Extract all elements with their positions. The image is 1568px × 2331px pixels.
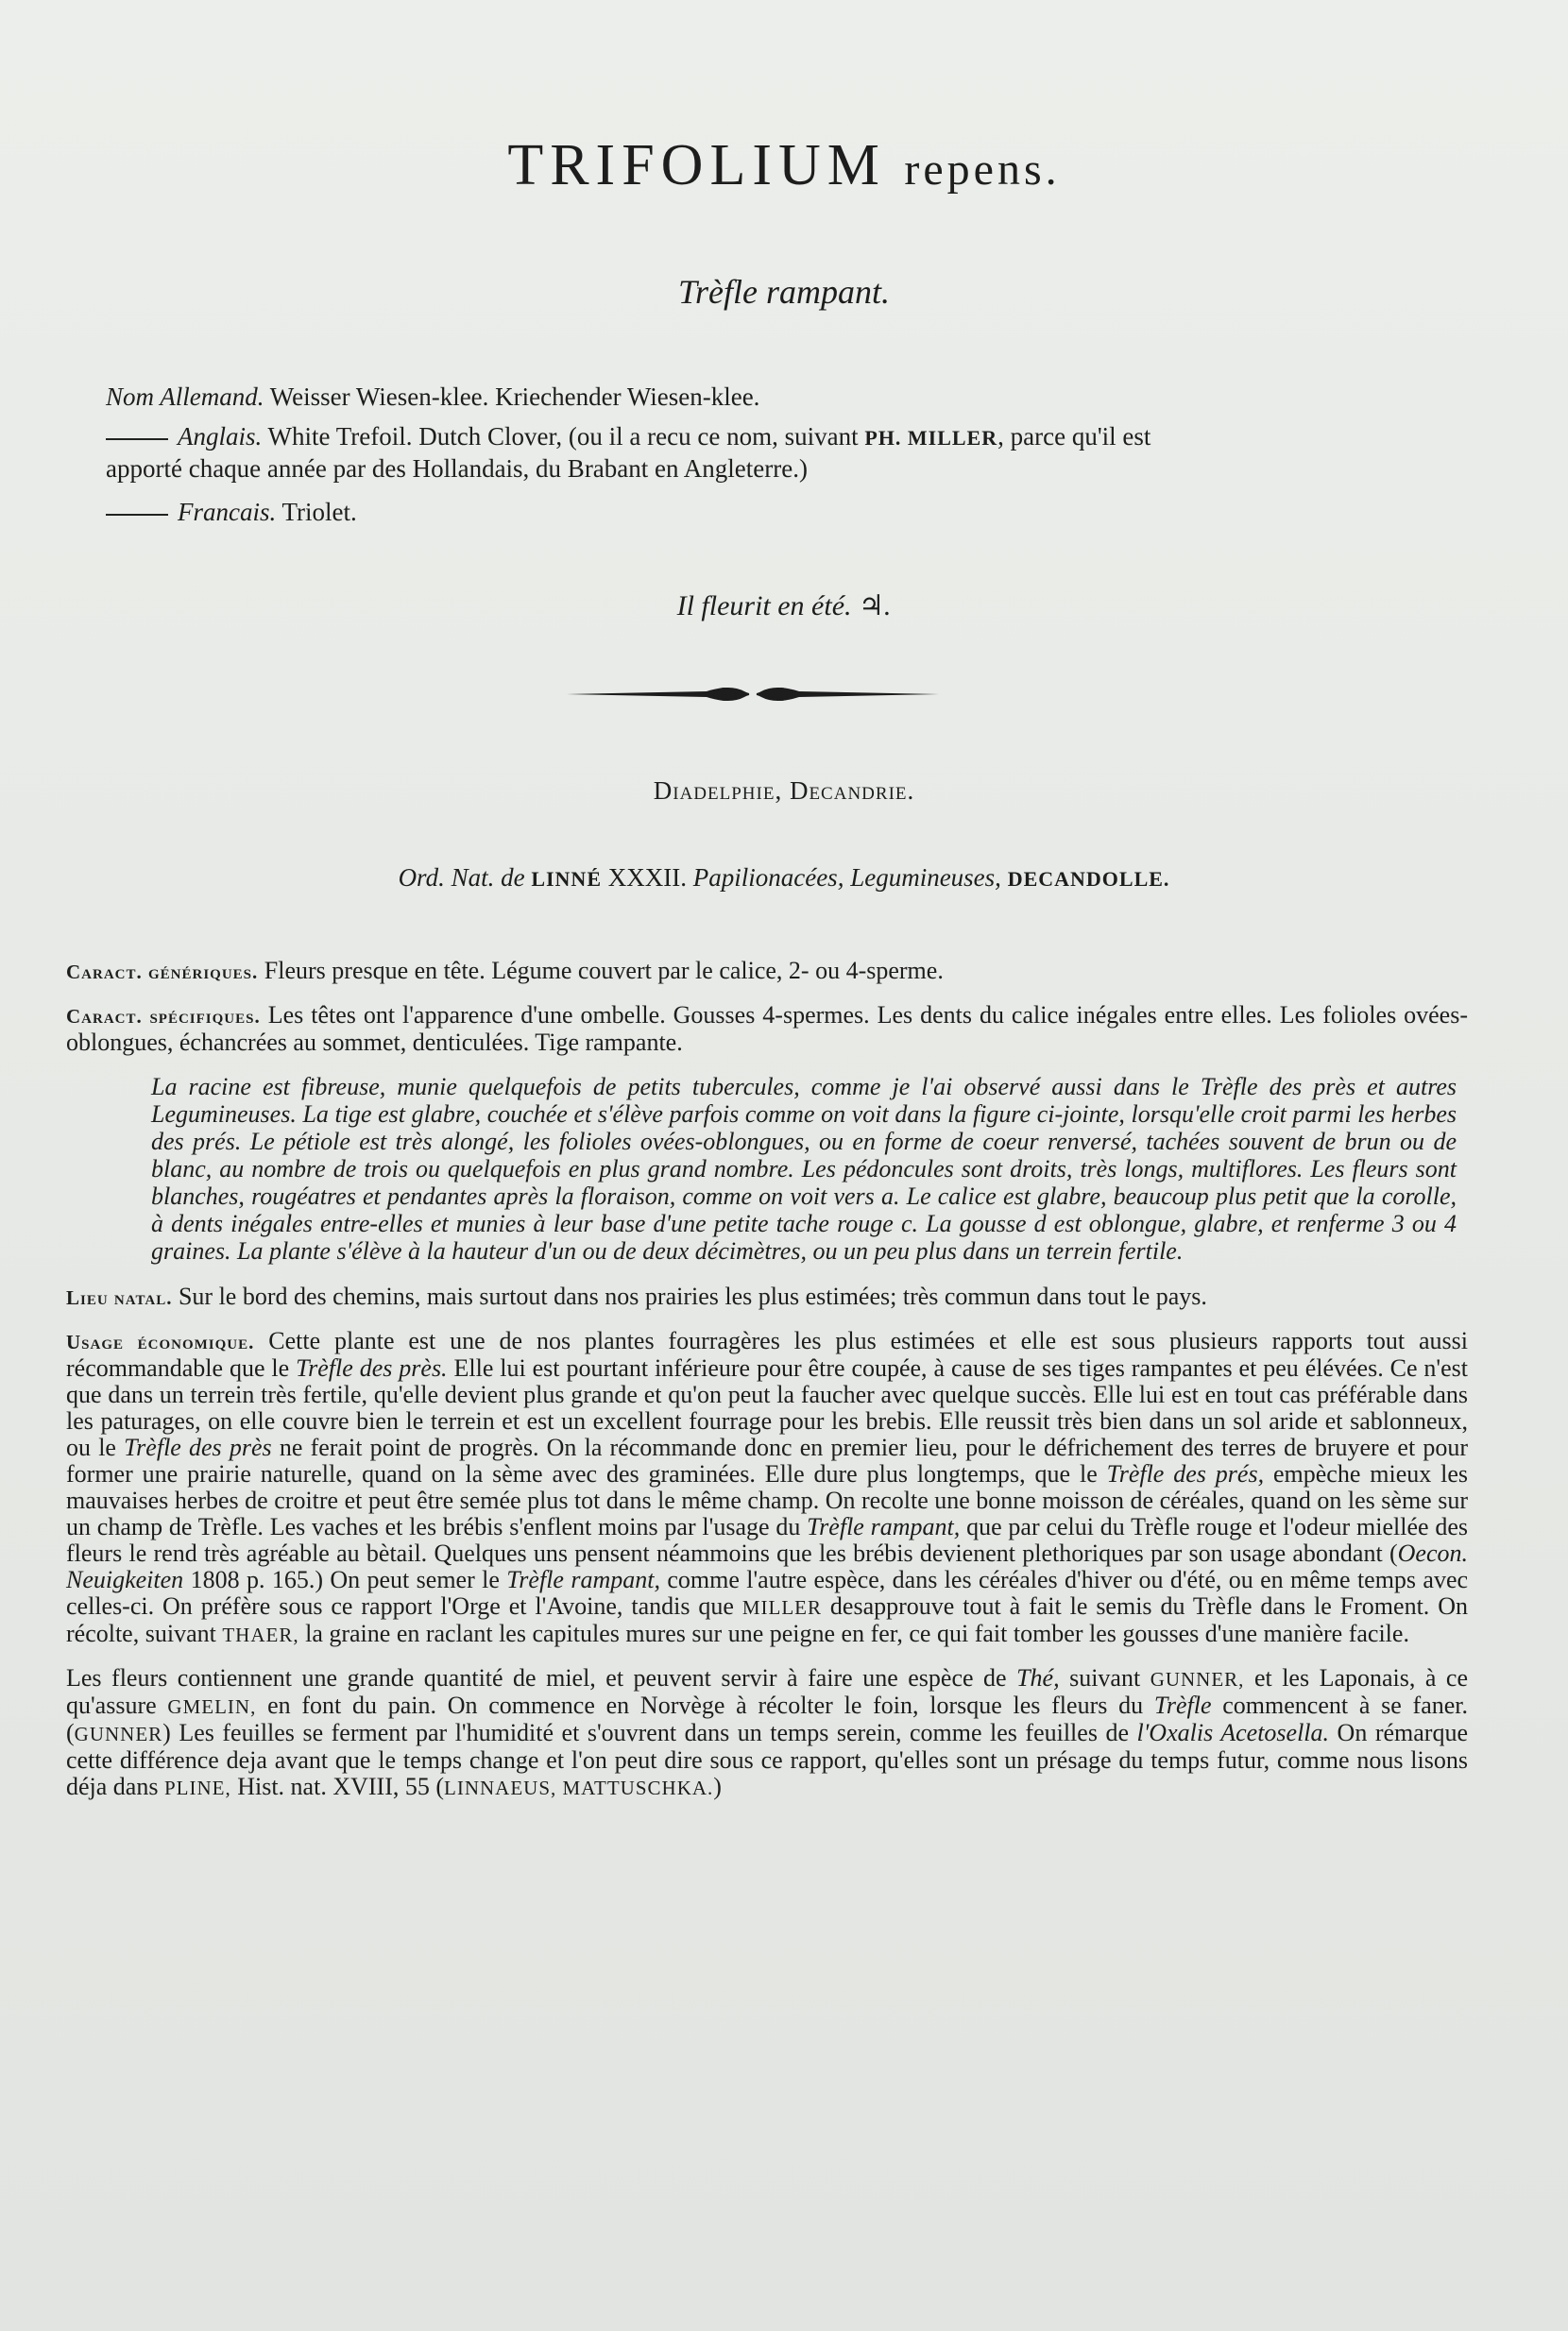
title-genus: TRIFOLIUM xyxy=(507,133,886,197)
final-t7: On rémarque cette différence deja avant que le temps change et l'on peut dire sous ce rapport, qu'elles sont un présage du temps futur, comme nous lisons déja dans xyxy=(66,1719,1468,1800)
ordnat-linne: LINNÉ xyxy=(531,867,602,891)
usage-t5: que par celui du Trèfle rouge et l'odeur miellée des fleurs le rend très agréable au bètail. Quelques uns pensent néammoins que les brébis devienent plethoriques par son usage abondant ( xyxy=(66,1513,1469,1567)
usage-t9: la graine en raclant les capitules mures sur une peigne en fer, ce qui fait tomber les gousses d'une manière facile. xyxy=(305,1620,1409,1647)
label-lieu-natal: Lieu natal. xyxy=(66,1286,173,1309)
usage-t4: empèche mieux les mauvaises herbes de croitre et peut être semée plus tot dans le même champ. On recolte une bonne moisson de céréales, quand on les sème sur un champ de Trèfle. Les vaches et les brébis s'enflent moins par l'usage du xyxy=(66,1460,1469,1540)
name-francais xyxy=(106,497,1466,527)
text-caract-specifiques: Les têtes ont l'apparence d'une ombelle. Gousses 4-spermes. Les dents du calice inégales entre elles. Les folioles ovées-oblongues, échancrées au sommet, denticulées. Tige rampante. xyxy=(66,1001,1469,1056)
label-anglais: Anglais. xyxy=(178,422,263,451)
usage-t1: Cette plante est une de nos plantes fourragères les plus estimées et elle est sous plusieurs rapports tout aussi récommandable que le xyxy=(66,1327,1468,1382)
ordnat-prefix: Ord. Nat. de xyxy=(398,863,525,892)
usage-i5: Oecon. Neuigkeiten xyxy=(66,1540,1468,1593)
label-caract-specifiques: Caract. spécifiques. xyxy=(66,1005,261,1028)
main-text xyxy=(66,958,1468,1818)
author-pline: PLINE, xyxy=(163,1777,231,1799)
author-miller: PH. MILLER xyxy=(864,426,998,450)
paragraph-final xyxy=(66,1665,1468,1801)
label-caract-generiques: Caract. génériques. xyxy=(66,961,259,983)
label-usage: Usage économique. xyxy=(66,1331,255,1353)
text-francais: Triolet. xyxy=(281,498,357,526)
final-t1: Les fleurs contiennent une grande quantité de miel, et peuvent servir à faire une espèce de xyxy=(66,1664,1007,1692)
usage-i3: Trèfle des prés, xyxy=(1106,1460,1265,1488)
ordnat-families: Papilionacées, Legumineuses, xyxy=(692,863,1001,892)
author-gunner-2: GUNNER xyxy=(74,1723,163,1745)
label-allemand: Nom Allemand. xyxy=(106,383,264,411)
final-t9: ) xyxy=(713,1773,722,1800)
final-t6: ) Les feuilles se ferment par l'humidité et s'ouvrent dans un temps serein, comme les feuilles de xyxy=(162,1719,1129,1746)
final-i2: Trèfle xyxy=(1153,1692,1212,1719)
usage-i4: Trèfle rampant, xyxy=(807,1513,961,1540)
final-i3: l'Oxalis Acetosella. xyxy=(1136,1719,1330,1746)
label-francais: Francais. xyxy=(178,498,277,526)
page-title xyxy=(0,132,1568,199)
usage-i6: Trèfle rampant, xyxy=(506,1566,660,1593)
paragraph-caract-specifiques xyxy=(66,1002,1468,1056)
name-anglais xyxy=(106,421,1466,484)
paragraph-caract-generiques xyxy=(66,958,1468,985)
usage-i1: Trèfle des près. xyxy=(296,1354,448,1382)
text-lieu-natal: Sur le bord des chemins, mais surtout dans nos prairies les plus estimées; très commun dans tout le pays. xyxy=(178,1283,1207,1310)
text-allemand: Weisser Wiesen-klee. Kriechender Wiesen-klee. xyxy=(269,383,760,411)
ordnat-decandolle: DECANDOLLE. xyxy=(1007,867,1170,891)
text-anglais-a: White Trefoil. Dutch Clover, (ou il a recu ce nom, suivant xyxy=(267,422,859,451)
page-subtitle: Trèfle rampant. xyxy=(677,273,890,311)
final-t4: en font du pain. On commence en Norvège à récolter le foin, lorsque les fleurs du xyxy=(267,1692,1144,1719)
final-i1: Thé, xyxy=(1016,1664,1060,1692)
usage-t3: ne ferait point de progrès. On la récommande donc en premier lieu, pour le défrichement des terres de bruyere et pour former une prairie naturelle, quand on la sème avec des graminées. Elle dure plus longtemps, que le xyxy=(66,1434,1469,1488)
author-thaer: THAER, xyxy=(222,1624,299,1646)
text-anglais-c: apporté chaque année par des Hollandais, du Brabant en Angleterre.) xyxy=(106,454,808,483)
flowering-note: Il fleurit en été. ♃. xyxy=(676,590,892,621)
paragraph-description: La racine est fibreuse, munie quelquefois de petits tubercules, comme je l'ai observé aussi dans le Trèfle des près et autres Legumineuses. La tige est glabre, couchée et s'élève parfois comme on voit dans la figure ci-jointe, lorsqu'elle croit parmi les herbes des prés. Le pétiole est très alongé, les folioles ovées-oblongues, ou en forme de coeur renversé, tachées souvent de brun ou de blanc, au nombre de trois ou quelquefois en plus grand nombre. Les pédoncules sont droits, très longs, multiflores. Les fleurs sont blanches, rougéatres et pendantes après la floraison, comme on voit vers a. Le calice est glabre, beaucoup plus petit que la corolle, à dents inégales entre-elles et munies à leur base d'une petite tache rouge c. La gousse d est oblongue, glabre, et renferme 3 ou 4 graines. La plante s'élève à la hauteur d'un ou de deux décimètres, ou un peu plus dans un terrein fertile. xyxy=(151,1073,1457,1265)
final-t3: et les Laponais, à ce qu'assure xyxy=(66,1664,1469,1719)
final-t2: suivant xyxy=(1069,1664,1141,1692)
author-gmelin: GMELIN, xyxy=(167,1695,257,1718)
usage-t2: Elle lui est pourtant inférieure pour être coupée, à cause de ses tiges rampantes et peu élévées. Ce n'est que dans un terrein très fertile, qu'elle devient plus grande et qu'on peut la faucher avec quelque succès. Elle lui est en tout cas préférable dans les paturages, on elle couvre bien le terrein et est un excellent fourrage pour les brebis. Elle reussit très bien dans un sol aride et sablonneux, ou le xyxy=(66,1354,1468,1461)
usage-t8: desapprouve tout à fait le semis du Trèfle dans le Froment. On récolte, suivant xyxy=(66,1592,1468,1647)
dash-rule xyxy=(106,514,168,516)
linnaean-class: Diadelphie, Decandrie. xyxy=(653,776,915,805)
paragraph-usage xyxy=(66,1328,1468,1648)
usage-t6: 1808 p. 165.) On peut semer le xyxy=(190,1566,500,1593)
author-gunner: GUNNER, xyxy=(1150,1668,1245,1691)
paragraph-lieu-natal xyxy=(66,1284,1468,1311)
dash-rule xyxy=(106,438,168,440)
author-miller-2: MILLER xyxy=(741,1596,822,1619)
final-t5: commencent à se faner. ( xyxy=(66,1692,1468,1746)
natural-order xyxy=(0,863,1568,893)
usage-t7: comme l'autre espèce, dans les céréales d'hiver ou d'été, ou en même temps avec celles-ci. On préfère sous ce rapport l'Orge et l'Avoine, tandis que xyxy=(66,1566,1469,1620)
author-linnaeus-mattuschka: LINNAEUS, MATTUSCHKA. xyxy=(444,1777,714,1799)
common-names xyxy=(106,382,1466,536)
text-caract-generiques: Fleurs presque en tête. Légume couvert par le calice, 2- ou 4-sperme. xyxy=(264,957,944,984)
text-anglais-b: , parce qu'il est xyxy=(997,422,1151,451)
name-allemand xyxy=(106,382,1466,412)
usage-i2: Trèfle des près xyxy=(124,1434,272,1461)
title-species: repens. xyxy=(904,145,1061,195)
ordnat-number: XXXII. xyxy=(607,863,687,892)
final-t8: Hist. nat. XVIII, 55 ( xyxy=(237,1773,445,1800)
ornamental-rule xyxy=(565,678,941,710)
